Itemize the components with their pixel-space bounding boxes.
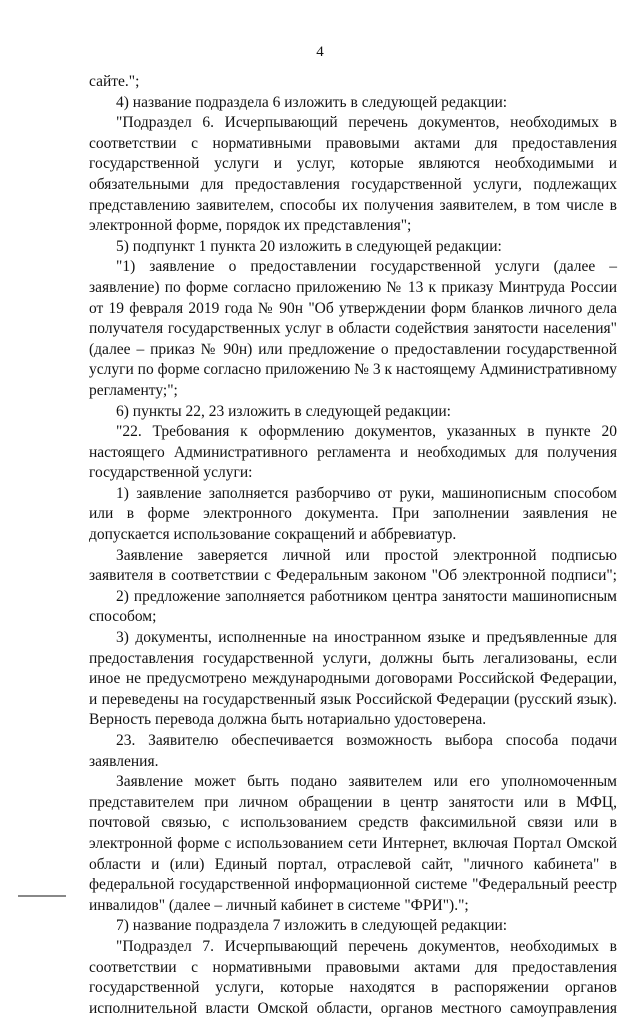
text-line: государственной услуги и услуг, которые являются необходимыми и: [89, 155, 617, 173]
text-line: "Подраздел 6. Исчерпывающий перечень документов, необходимых в: [116, 114, 617, 132]
text-line: способом;: [89, 608, 157, 626]
text-line: 4) название подраздела 6 изложить в следующей редакции:: [116, 93, 508, 111]
text-line: "Подраздел 7. Исчерпывающий перечень документов, необходимых в: [116, 937, 617, 955]
text-line: исполнительной власти Омской области, органов местного самоуправления: [89, 999, 617, 1017]
text-line: 7) название подраздела 7 изложить в следующей редакции:: [116, 917, 508, 935]
text-line: соответствии с нормативными правовыми актами для предоставления: [89, 958, 617, 976]
text-line: электронной форме, порядок их представления";: [89, 217, 412, 235]
text-line: "1) заявление о предоставлении государственной услуги (далее –: [116, 258, 617, 276]
text-line: 6) пункты 22, 23 изложить в следующей редакции:: [116, 402, 451, 420]
text-line: 3) документы, исполненные на иностранном языке и предъявленные для: [116, 629, 617, 647]
text-line: инвалидов" (далее – личный кабинет в системе "ФРИ").";: [89, 896, 469, 914]
text-line: электронной форме с использованием сети Интернет, включая Портал Омской: [89, 834, 617, 852]
text-line: федеральной государственной информационной системе "Федеральный реестр: [89, 876, 617, 894]
text-line: сайте.";: [89, 73, 140, 90]
text-line: допускается использование сокращений и аббревиатур.: [89, 526, 457, 544]
text-line: Заявление заверяется личной или простой электронной подписью: [116, 546, 617, 564]
text-line: регламенту;";: [89, 381, 178, 399]
text-line: заявление) по форме согласно приложению № 13 к приказу Минтруда России: [89, 278, 617, 296]
text-line: услуги по форме согласно приложению № 3 к настоящему Административному: [89, 361, 617, 379]
text-line: Заявление может быть подано заявителем или его уполномоченным: [116, 773, 617, 791]
text-line: настоящего Административного регламента и необходимых для получения: [89, 443, 617, 461]
text-line: от 19 февраля 2019 года № 90н "Об утверждении форм бланков личного дела: [89, 299, 617, 317]
text-line: государственной услуги, которые находятся в распоряжении органов: [89, 979, 617, 997]
text-line: предоставления государственной услуги, должны быть легализованы, если: [89, 649, 617, 667]
text-line: соответствии с нормативными правовыми актами для предоставления: [89, 134, 617, 152]
text-line: или в форме электронного документа. При заполнении заявления не: [89, 505, 617, 523]
document-body: [89, 72, 617, 1019]
text-line: 2) предложение заполняется работником центра занятости машинописным: [116, 587, 617, 605]
scan-edge-mark: [18, 895, 66, 897]
text-line: представлению заявителем, способы их получения заявителем, в том числе в: [89, 196, 617, 214]
text-line: 5) подпункт 1 пункта 20 изложить в следующей редакции:: [116, 237, 502, 255]
page-number: 4: [316, 44, 324, 60]
text-line: получателя государственных услуг в области содействия занятости населения": [89, 320, 617, 338]
text-line: Верность перевода должна быть нотариально удостоверена.: [89, 711, 487, 729]
text-line: обязательными для предоставления государственной услуги, подлежащих: [89, 175, 617, 193]
text-line: 1) заявление заполняется разборчиво от руки, машинописным способом: [116, 484, 617, 502]
text-line: области и (или) Единый портал, отраслевой сайт, "личного кабинета" в: [89, 855, 617, 873]
text-line: 23. Заявителю обеспечивается возможность выбора способа подачи: [116, 732, 617, 749]
text-line: заявления.: [89, 752, 159, 770]
text-line: представителем при личном обращении в центр занятости или в МФЦ,: [89, 793, 617, 811]
text-line: "22. Требования к оформлению документов, указанных в пункте 20: [116, 423, 617, 441]
text-line: заявителя в соответствии с Федеральным законом "Об электронной подписи";: [89, 567, 617, 585]
text-line: почтовой связью, с использованием средств факсимильной связи или в: [89, 814, 617, 832]
text-line: и переведены на государственный язык Российской Федерации (русский язык).: [89, 690, 617, 708]
text-line: (далее – приказ № 90н) или предложение о предоставлении государственной: [89, 340, 617, 358]
text-line: государственной услуги:: [89, 464, 253, 482]
text-line: иное не предусмотрено международными договорами Российской Федерации,: [89, 670, 617, 688]
